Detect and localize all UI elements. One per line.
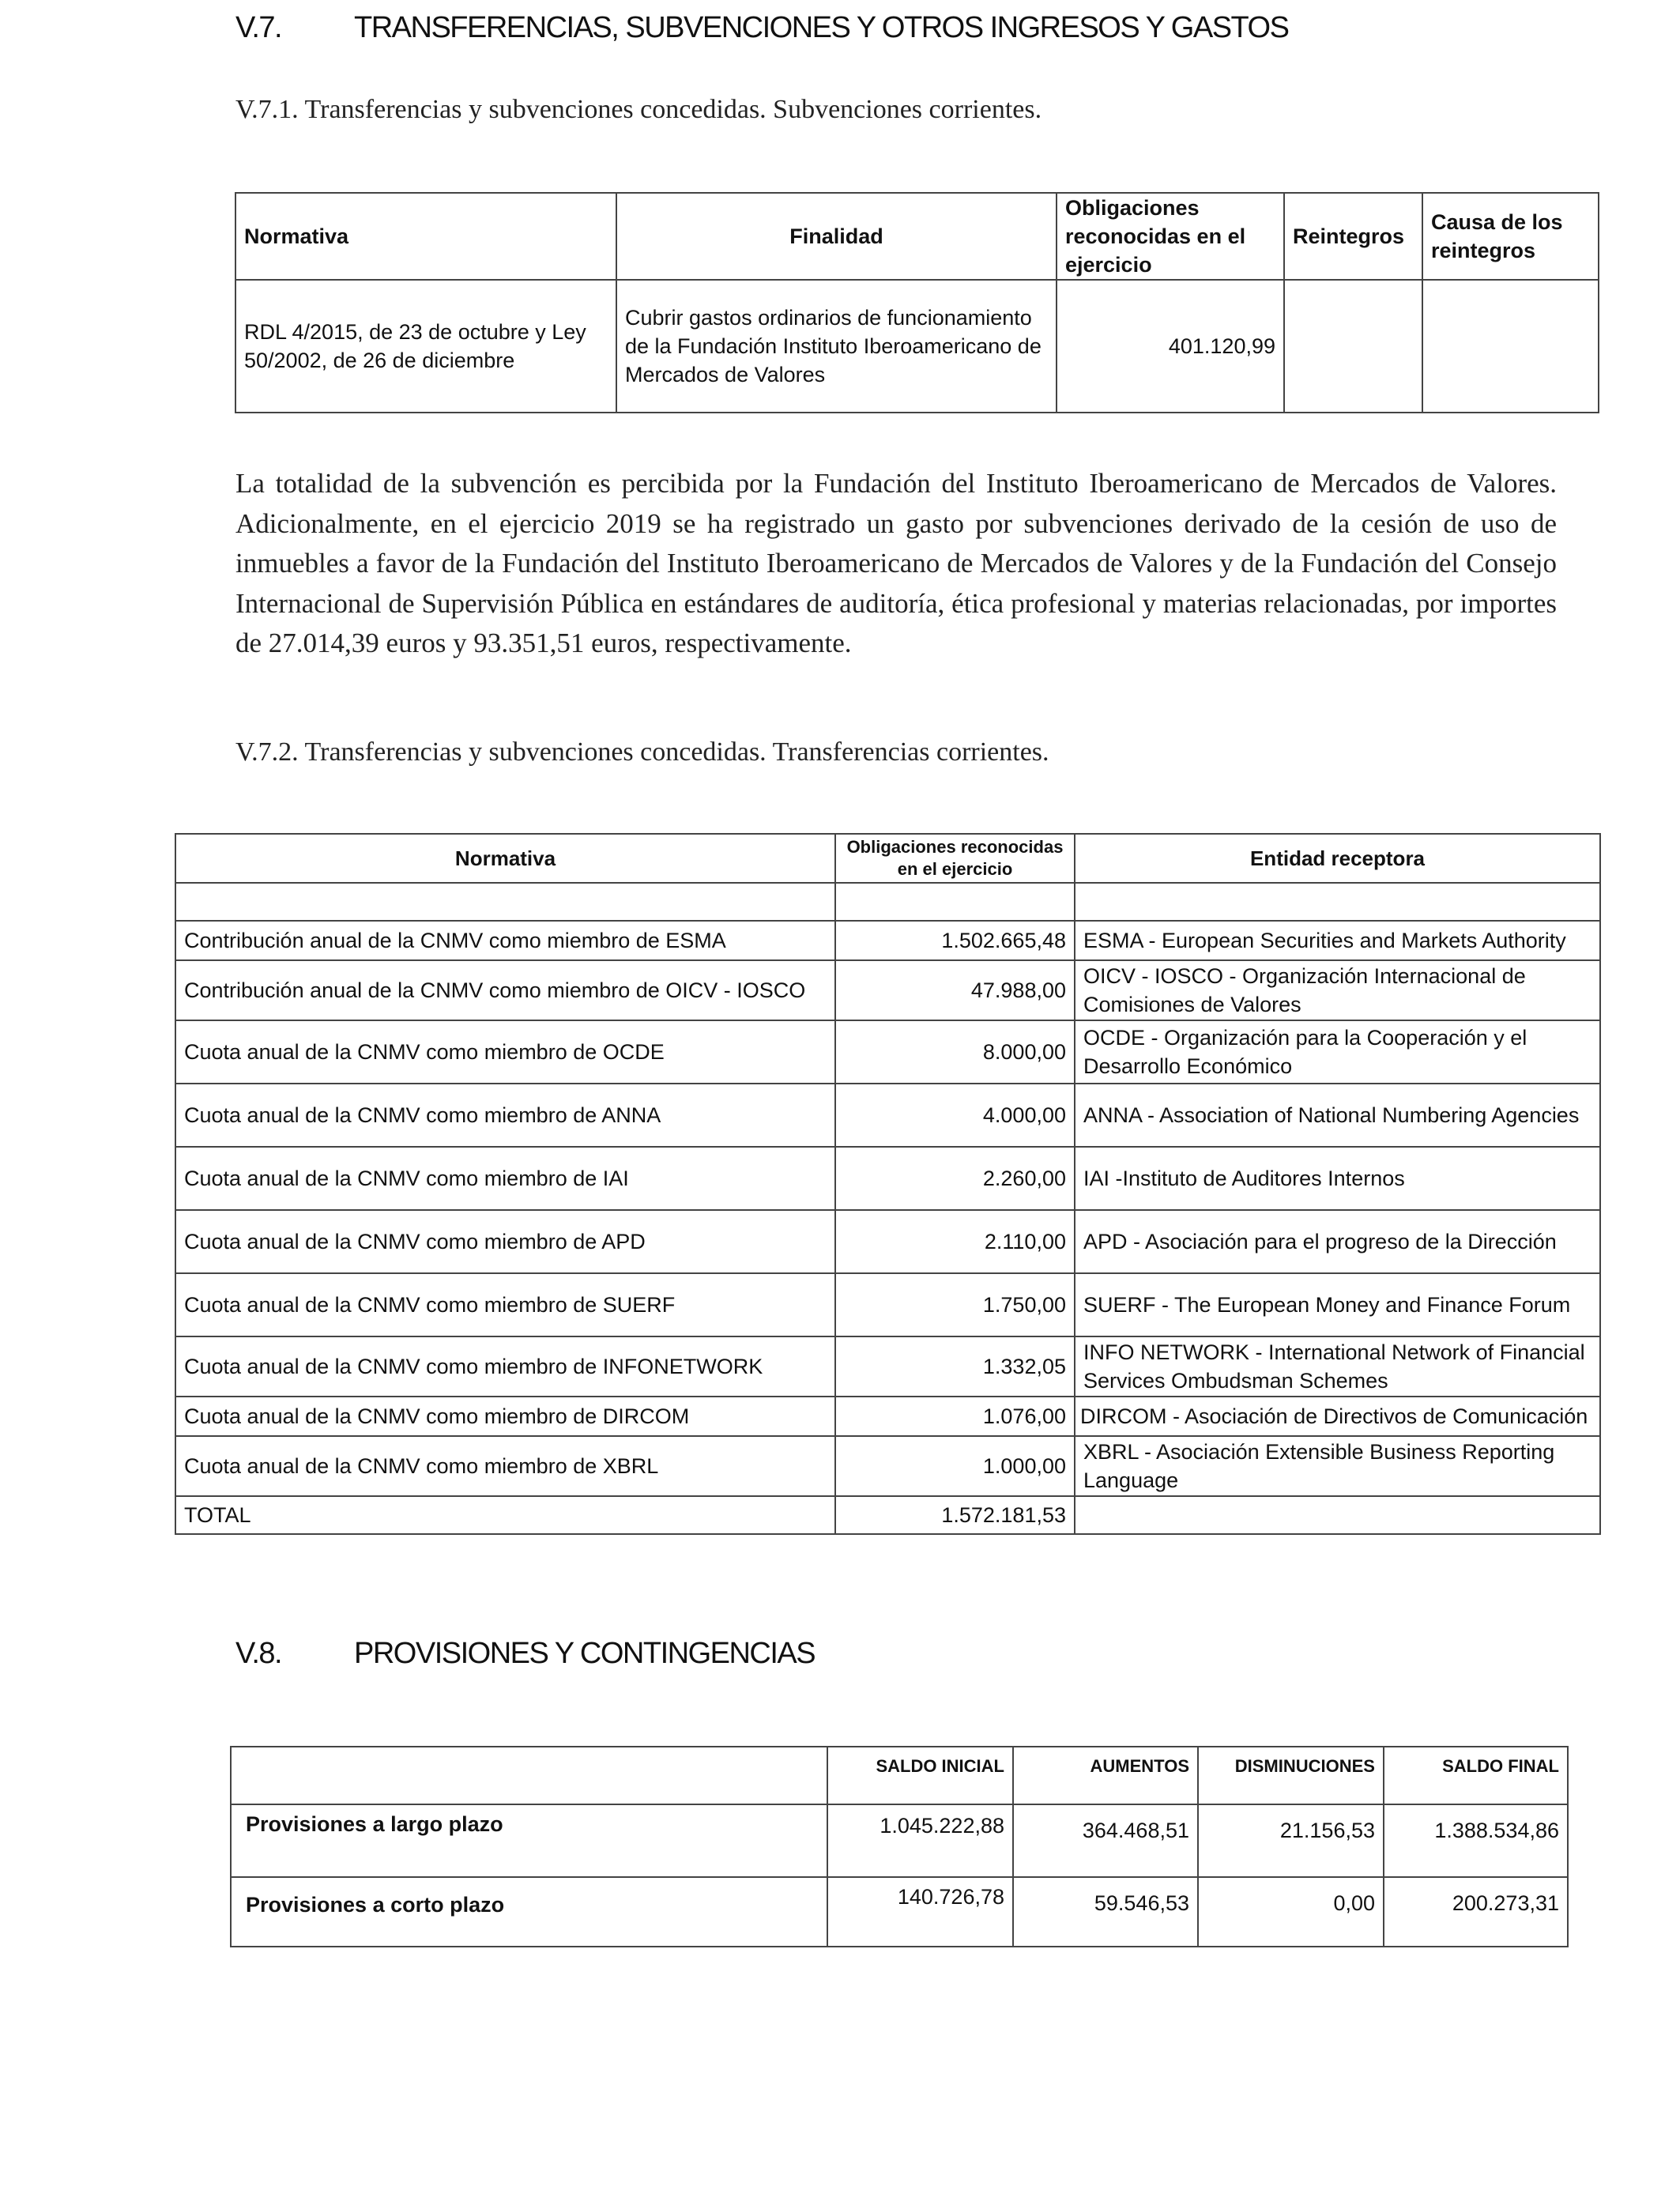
section-number: V.8.: [235, 1637, 282, 1670]
header-obligaciones: Obligaciones reconocidas en el ejercicio: [1057, 193, 1284, 280]
subvenciones-table: [235, 192, 1599, 413]
row-label: Provisiones a largo plazo: [231, 1804, 827, 1877]
table-row: [175, 1084, 1600, 1147]
cell-disminuciones: 0,00: [1198, 1877, 1384, 1947]
cell-saldo-inicial: 1.045.222,88: [827, 1804, 1013, 1877]
total-value: 1.572.181,53: [835, 1496, 1075, 1534]
cell-entidad: ESMA - European Securities and Markets Authority: [1075, 921, 1600, 960]
table-header-row: [235, 193, 1599, 280]
cell-entidad: XBRL - Asociación Extensible Business Reporting Language: [1075, 1436, 1600, 1496]
cell-entidad: APD - Asociación para el progreso de la Dirección: [1075, 1210, 1600, 1273]
cell-saldo-inicial: 140.726,78: [827, 1877, 1013, 1947]
table-header-row: [175, 834, 1600, 883]
header-normativa: Normativa: [235, 193, 616, 280]
cell-normativa: Cuota anual de la CNMV como miembro de ANNA: [175, 1084, 835, 1147]
table-row: [175, 1436, 1600, 1496]
cell-importe: 2.260,00: [835, 1147, 1075, 1210]
table-row: [231, 1877, 1568, 1947]
cell-finalidad: Cubrir gastos ordinarios de funcionamiento de la Fundación Instituto Iberoamericano de Mercados de Valores: [616, 280, 1057, 413]
cell-entidad: INFO NETWORK - International Network of Financial Services Ombudsman Schemes: [1075, 1336, 1600, 1397]
cell-causa: [1422, 280, 1599, 413]
section-title: TRANSFERENCIAS, SUBVENCIONES Y OTROS INGRESOS Y GASTOS: [354, 11, 1289, 44]
cell-entidad: IAI -Instituto de Auditores Internos: [1075, 1147, 1600, 1210]
cell-entidad: OCDE - Organización para la Cooperación y el Desarrollo Económico: [1075, 1020, 1600, 1084]
cell-normativa: Cuota anual de la CNMV como miembro de INFONETWORK: [175, 1336, 835, 1397]
paragraph-subvencion: La totalidad de la subvención es percibida por la Fundación del Instituto Iberoamericano de Mercados de Valores. Adicionalmente, en el ejercicio 2019 se ha registrado un gasto por subvenciones derivado de la cesión de uso de inmuebles a favor de la Fundación del Instituto Iberoamericano de Mercados de Valores y de la Fundación del Consejo Internacional de Supervisión Pública en estándares de auditoría, ética profesional y materias relacionadas, por importes de 27.014,39 euros y 93.351,51 euros, respectivamente.: [235, 468, 1557, 658]
header-entidad: Entidad receptora: [1075, 834, 1600, 883]
header-obligaciones: Obligaciones reconocidas en el ejercicio: [835, 834, 1075, 883]
table-total-row: [175, 1496, 1600, 1534]
header-aumentos: AUMENTOS: [1013, 1747, 1198, 1804]
cell-normativa: RDL 4/2015, de 23 de octubre y Ley 50/2002, de 26 de diciembre: [235, 280, 616, 413]
transferencias-table: [175, 833, 1601, 1535]
cell-normativa: Cuota anual de la CNMV como miembro de XBRL: [175, 1436, 835, 1496]
cell-importe: 1.750,00: [835, 1273, 1075, 1336]
cell-saldo-final: 1.388.534,86: [1384, 1804, 1568, 1877]
cell-obligaciones: 401.120,99: [1057, 280, 1284, 413]
table-row: [175, 1273, 1600, 1336]
table-row: [175, 1210, 1600, 1273]
cell-importe: 1.000,00: [835, 1436, 1075, 1496]
cell-importe: 47.988,00: [835, 960, 1075, 1020]
table-row: [175, 960, 1600, 1020]
table-row: [231, 1804, 1568, 1877]
header-normativa: Normativa: [175, 834, 835, 883]
cell-disminuciones: 21.156,53: [1198, 1804, 1384, 1877]
table-row: [175, 921, 1600, 960]
table-spacer-row: [175, 883, 1600, 921]
table-row: [175, 1397, 1600, 1436]
header-causa: Causa de los reintegros: [1422, 193, 1599, 280]
cell-importe: 1.502.665,48: [835, 921, 1075, 960]
table-row: [175, 1147, 1600, 1210]
section-v7-heading: [235, 11, 1288, 45]
cell-importe: 4.000,00: [835, 1084, 1075, 1147]
total-label: TOTAL: [175, 1496, 835, 1534]
table-row: [175, 1020, 1600, 1084]
row-label: Provisiones a corto plazo: [231, 1877, 827, 1947]
header-saldo-inicial: SALDO INICIAL: [827, 1747, 1013, 1804]
table-row: [175, 1336, 1600, 1397]
header-reintegros: Reintegros: [1284, 193, 1422, 280]
cell-entidad: SUERF - The European Money and Finance Forum: [1075, 1273, 1600, 1336]
cell-normativa: Contribución anual de la CNMV como miembro de ESMA: [175, 921, 835, 960]
header-blank: [231, 1747, 827, 1804]
subsection-v72-title: V.7.2. Transferencias y subvenciones concedidas. Transferencias corrientes.: [235, 737, 1049, 767]
cell-entidad: ANNA - Association of National Numbering Agencies: [1075, 1084, 1600, 1147]
section-title: PROVISIONES Y CONTINGENCIAS: [354, 1637, 816, 1670]
header-saldo-final: SALDO FINAL: [1384, 1747, 1568, 1804]
cell-normativa: Cuota anual de la CNMV como miembro de OCDE: [175, 1020, 835, 1084]
cell-importe: 1.076,00: [835, 1397, 1075, 1436]
cell-normativa: Cuota anual de la CNMV como miembro de SUERF: [175, 1273, 835, 1336]
cell-importe: 8.000,00: [835, 1020, 1075, 1084]
section-v8-heading: [235, 1637, 815, 1671]
header-disminuciones: DISMINUCIONES: [1198, 1747, 1384, 1804]
cell-entidad: OICV - IOSCO - Organización Internacional de Comisiones de Valores: [1075, 960, 1600, 1020]
cell-importe: 2.110,00: [835, 1210, 1075, 1273]
section-number: V.7.: [235, 11, 282, 44]
cell-aumentos: 364.468,51: [1013, 1804, 1198, 1877]
cell-normativa: Cuota anual de la CNMV como miembro de DIRCOM: [175, 1397, 835, 1436]
subsection-v71-title: V.7.1. Transferencias y subvenciones concedidas. Subvenciones corrientes.: [235, 95, 1042, 124]
cell-entidad: DIRCOM - Asociación de Directivos de Comunicación: [1075, 1397, 1600, 1436]
header-finalidad: Finalidad: [616, 193, 1057, 280]
table-row: [235, 280, 1599, 413]
cell-importe: 1.332,05: [835, 1336, 1075, 1397]
cell-aumentos: 59.546,53: [1013, 1877, 1198, 1947]
cell-normativa: Cuota anual de la CNMV como miembro de APD: [175, 1210, 835, 1273]
cell-saldo-final: 200.273,31: [1384, 1877, 1568, 1947]
cell-normativa: Cuota anual de la CNMV como miembro de IAI: [175, 1147, 835, 1210]
table-header-row: [231, 1747, 1568, 1804]
cell-reintegros: [1284, 280, 1422, 413]
cell-normativa: Contribución anual de la CNMV como miembro de OICV - IOSCO: [175, 960, 835, 1020]
provisiones-table: [230, 1746, 1569, 1947]
